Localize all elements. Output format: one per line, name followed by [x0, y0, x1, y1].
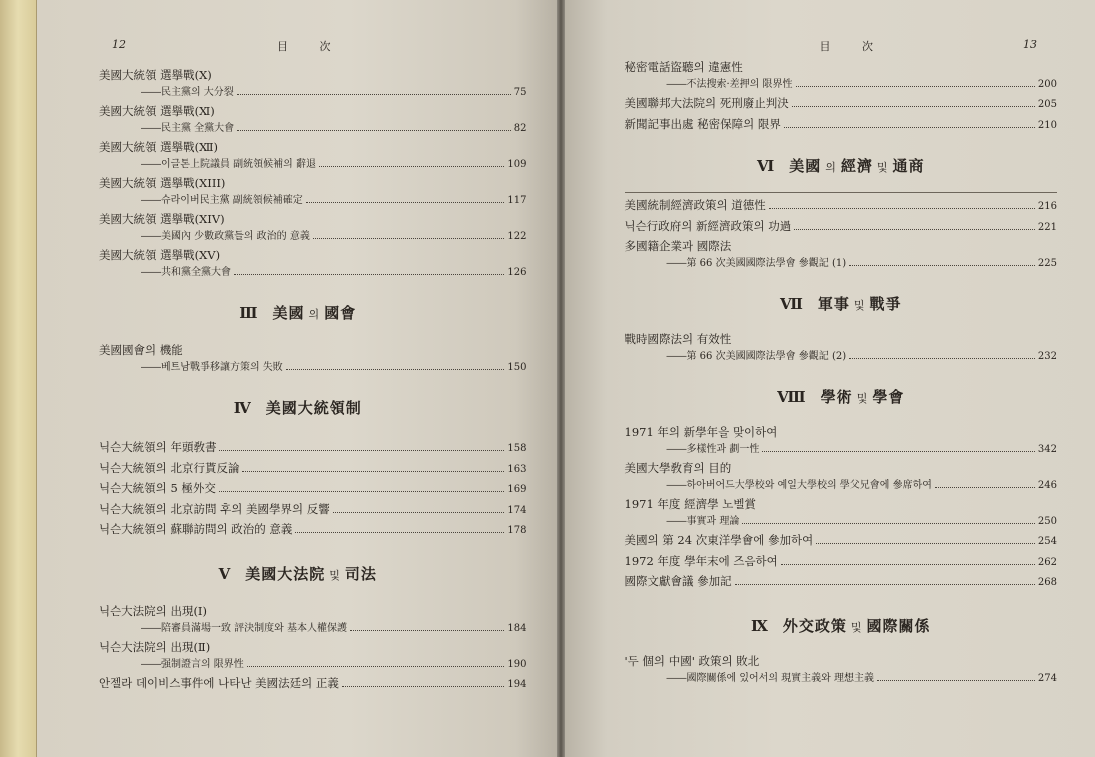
toc-line: 닉슨大統領의 蘇聯訪問의 政治的 意義 178 — [99, 520, 527, 541]
toc-entry-title: 多國籍企業과 國際法 — [624, 239, 732, 253]
toc-page-number: 190 — [507, 658, 527, 670]
toc-entry-subtitle: ―― 陪審員滿場一致 評決制度와 基本人權保護 184 — [99, 620, 527, 638]
section-heading-9: Ⅸ 外交政策 및 國際關係 — [750, 616, 931, 635]
toc-page-number: 210 — [1037, 119, 1058, 131]
left-header-title: 目 次 — [276, 40, 345, 53]
toc-entry — [99, 210, 527, 246]
toc-entry-subtitle: ―― 多樣性과 劃一性 342 — [625, 441, 1058, 459]
toc-entry-subtitle: ―― 事實과 理論 250 — [625, 513, 1058, 531]
right-header-title: 目 次 — [819, 40, 887, 53]
toc-entry-title: 1971 年의 新學年을 맞이하여 — [624, 425, 778, 439]
toc-page-number: 158 — [507, 443, 527, 454]
toc-entry-subtitle: ―― 第 66 次美國國際法學會 參觀記 (1) 225 — [625, 255, 1058, 273]
section-rule — [625, 192, 1058, 193]
toc-line: 닉슨大統領의 北京行貰反論 163 — [99, 459, 527, 480]
toc-page-number: 122 — [507, 231, 527, 242]
toc-entry — [99, 638, 527, 674]
toc-entry — [99, 102, 527, 138]
toc-page-number: 126 — [507, 267, 527, 278]
right-page-header — [565, 38, 1095, 58]
toc-page-number: 205 — [1037, 99, 1058, 110]
toc-page-number: 268 — [1037, 577, 1058, 588]
toc-line: 안젤라 데이비스事件에 나타난 美國法廷의 正義 194 — [99, 674, 527, 695]
toc-entry-title: 닉슨大法院의 出現(Ⅱ) — [98, 639, 211, 654]
toc-line: 닉슨大統領의 5 極外交 169 — [99, 479, 527, 500]
toc-page-number: 117 — [507, 195, 527, 206]
toc-page-number: 184 — [507, 622, 527, 634]
toc-entry-subtitle: ―― 共和黨全黨大會 126 — [99, 264, 527, 282]
toc-entry-subtitle: ―― 美國內 少數政黨들의 政治的 意義 122 — [99, 228, 527, 246]
toc-entry-subtitle: ―― 베트남戰爭移讓方策의 失敗 150 — [99, 359, 527, 377]
toc-entry-subtitle: ―― 强制證言의 限界性 190 — [99, 656, 527, 674]
toc-entry-title: 美國大統領 選擧戰(XIV) — [98, 212, 225, 226]
section-heading-5: Ⅴ 美國大法院 및 司法 — [218, 564, 377, 583]
section-heading-4: Ⅳ 美國大統領制 — [233, 399, 362, 417]
toc-page-number: 82 — [513, 123, 527, 134]
toc-page-number: 178 — [507, 525, 527, 536]
right-toc — [565, 58, 1095, 688]
section-heading-8: Ⅷ 學術 및 學會 — [777, 388, 905, 406]
toc-page-number: 246 — [1037, 480, 1058, 491]
toc-entry-subtitle: ―― 슈라이버民主黨 副統領候補確定 117 — [99, 192, 527, 210]
toc-page-number: 174 — [507, 504, 527, 516]
toc-line: 新聞記事出處 秘密保障의 限界 210 — [625, 115, 1058, 136]
left-page-header — [37, 38, 557, 58]
toc-entry-title: 戰時國際法의 有效性 — [624, 332, 732, 346]
toc-entry — [99, 66, 527, 102]
toc-entry-subtitle: ―― 國際關係에 있어서의 現實主義와 理想主義 274 — [625, 670, 1058, 688]
toc-entry — [99, 174, 527, 210]
toc-entry-title: 美國大統領 選擧戰(Ⅺ) — [98, 104, 215, 118]
left-page-number: 12 — [111, 38, 126, 51]
toc-entry-title: '두 個의 中國' 政策의 敗北 — [624, 653, 760, 668]
toc-page-number: 254 — [1037, 536, 1058, 547]
toc-line: 美國統制經濟政策의 道德性 216 — [625, 196, 1058, 217]
right-page — [565, 0, 1095, 757]
toc-page-number: 221 — [1037, 221, 1058, 233]
toc-entry-title: 美國大統領 選擧戰(XV) — [98, 248, 221, 262]
toc-line: 國際文獻會議 參加記 268 — [625, 572, 1058, 593]
toc-entry-subtitle: ―― 第 66 次美國國際法學會 參觀記 (2) 232 — [625, 348, 1058, 366]
toc-line: 美國의 第 24 次東洋學會에 參加하여 254 — [625, 531, 1058, 552]
toc-entry-subtitle: ―― 이글톤上院議員 副統領候補의 辭退 109 — [99, 156, 527, 174]
left-toc — [37, 66, 557, 694]
toc-entry-title: 1971 年度 經濟學 노벨賞 — [624, 497, 756, 511]
toc-entry-title: 美國大統領 選擧戰(XIII) — [98, 176, 226, 190]
toc-page-number: 274 — [1037, 672, 1058, 684]
toc-page-number: 75 — [513, 87, 527, 98]
toc-entry — [99, 341, 527, 377]
toc-page-number: 169 — [507, 484, 527, 495]
toc-entry-subtitle: ―― 不法搜索·差押의 限界性 200 — [625, 76, 1058, 94]
toc-page-number: 163 — [507, 463, 527, 475]
toc-page-number: 225 — [1037, 258, 1058, 269]
section-heading-3: Ⅲ 美國 의 國會 — [239, 304, 357, 322]
section-heading-6: Ⅵ 美國 의 經濟 및 通商 — [756, 157, 925, 175]
toc-entry-title: 닉슨大法院의 出現(Ⅰ) — [98, 603, 207, 618]
toc-page-number: 150 — [507, 362, 527, 373]
toc-entry — [99, 246, 527, 282]
toc-entry-subtitle: ―― 民主黨의 大分裂 75 — [99, 84, 527, 102]
book-gutter — [557, 0, 565, 757]
toc-entry-title: 美國國會의 機能 — [98, 343, 183, 357]
section-heading-7: Ⅶ 軍事 및 戰爭 — [779, 295, 902, 313]
toc-page-number: 342 — [1037, 444, 1058, 455]
toc-line: 1972 年度 學年末에 즈음하여 262 — [625, 552, 1058, 573]
left-page — [37, 0, 557, 757]
toc-page-number: 109 — [507, 159, 527, 170]
toc-page-number: 194 — [507, 678, 527, 690]
toc-entry-title: 美國大統領 選擧戰(Ⅹ) — [98, 68, 212, 82]
toc-line: 닉슨大統領의 北京訪問 후의 美國學界의 反響 174 — [99, 500, 527, 521]
toc-line: 美國聯邦大法院의 死刑廢止判決 205 — [625, 94, 1058, 115]
toc-page-number: 250 — [1037, 516, 1058, 527]
book-page-edges — [0, 0, 37, 757]
toc-entry-subtitle: ―― 하아버어드大學校와 예일大學校의 學父兄會에 參席하여 246 — [625, 477, 1058, 495]
toc-page-number: 216 — [1037, 201, 1058, 212]
toc-entry-title: 美國大統領 選擧戰(Ⅻ) — [98, 140, 219, 154]
toc-entry-subtitle: ―― 民主黨 全黨大會 82 — [99, 120, 527, 138]
toc-entry — [99, 138, 527, 174]
right-page-number: 13 — [1023, 38, 1038, 51]
toc-entry — [99, 602, 527, 638]
toc-entry-title: 美國大學敎育의 目的 — [624, 461, 732, 475]
toc-page-number: 232 — [1037, 351, 1058, 362]
toc-line: 닉슨行政府의 新經濟政策의 功過 221 — [625, 217, 1058, 238]
toc-line: 닉슨大統領의 年頭敎書 158 — [99, 438, 527, 459]
toc-page-number: 200 — [1037, 79, 1058, 90]
toc-page-number: 262 — [1037, 556, 1058, 568]
toc-entry-title: 秘密電話盜聽의 違憲性 — [624, 60, 743, 74]
